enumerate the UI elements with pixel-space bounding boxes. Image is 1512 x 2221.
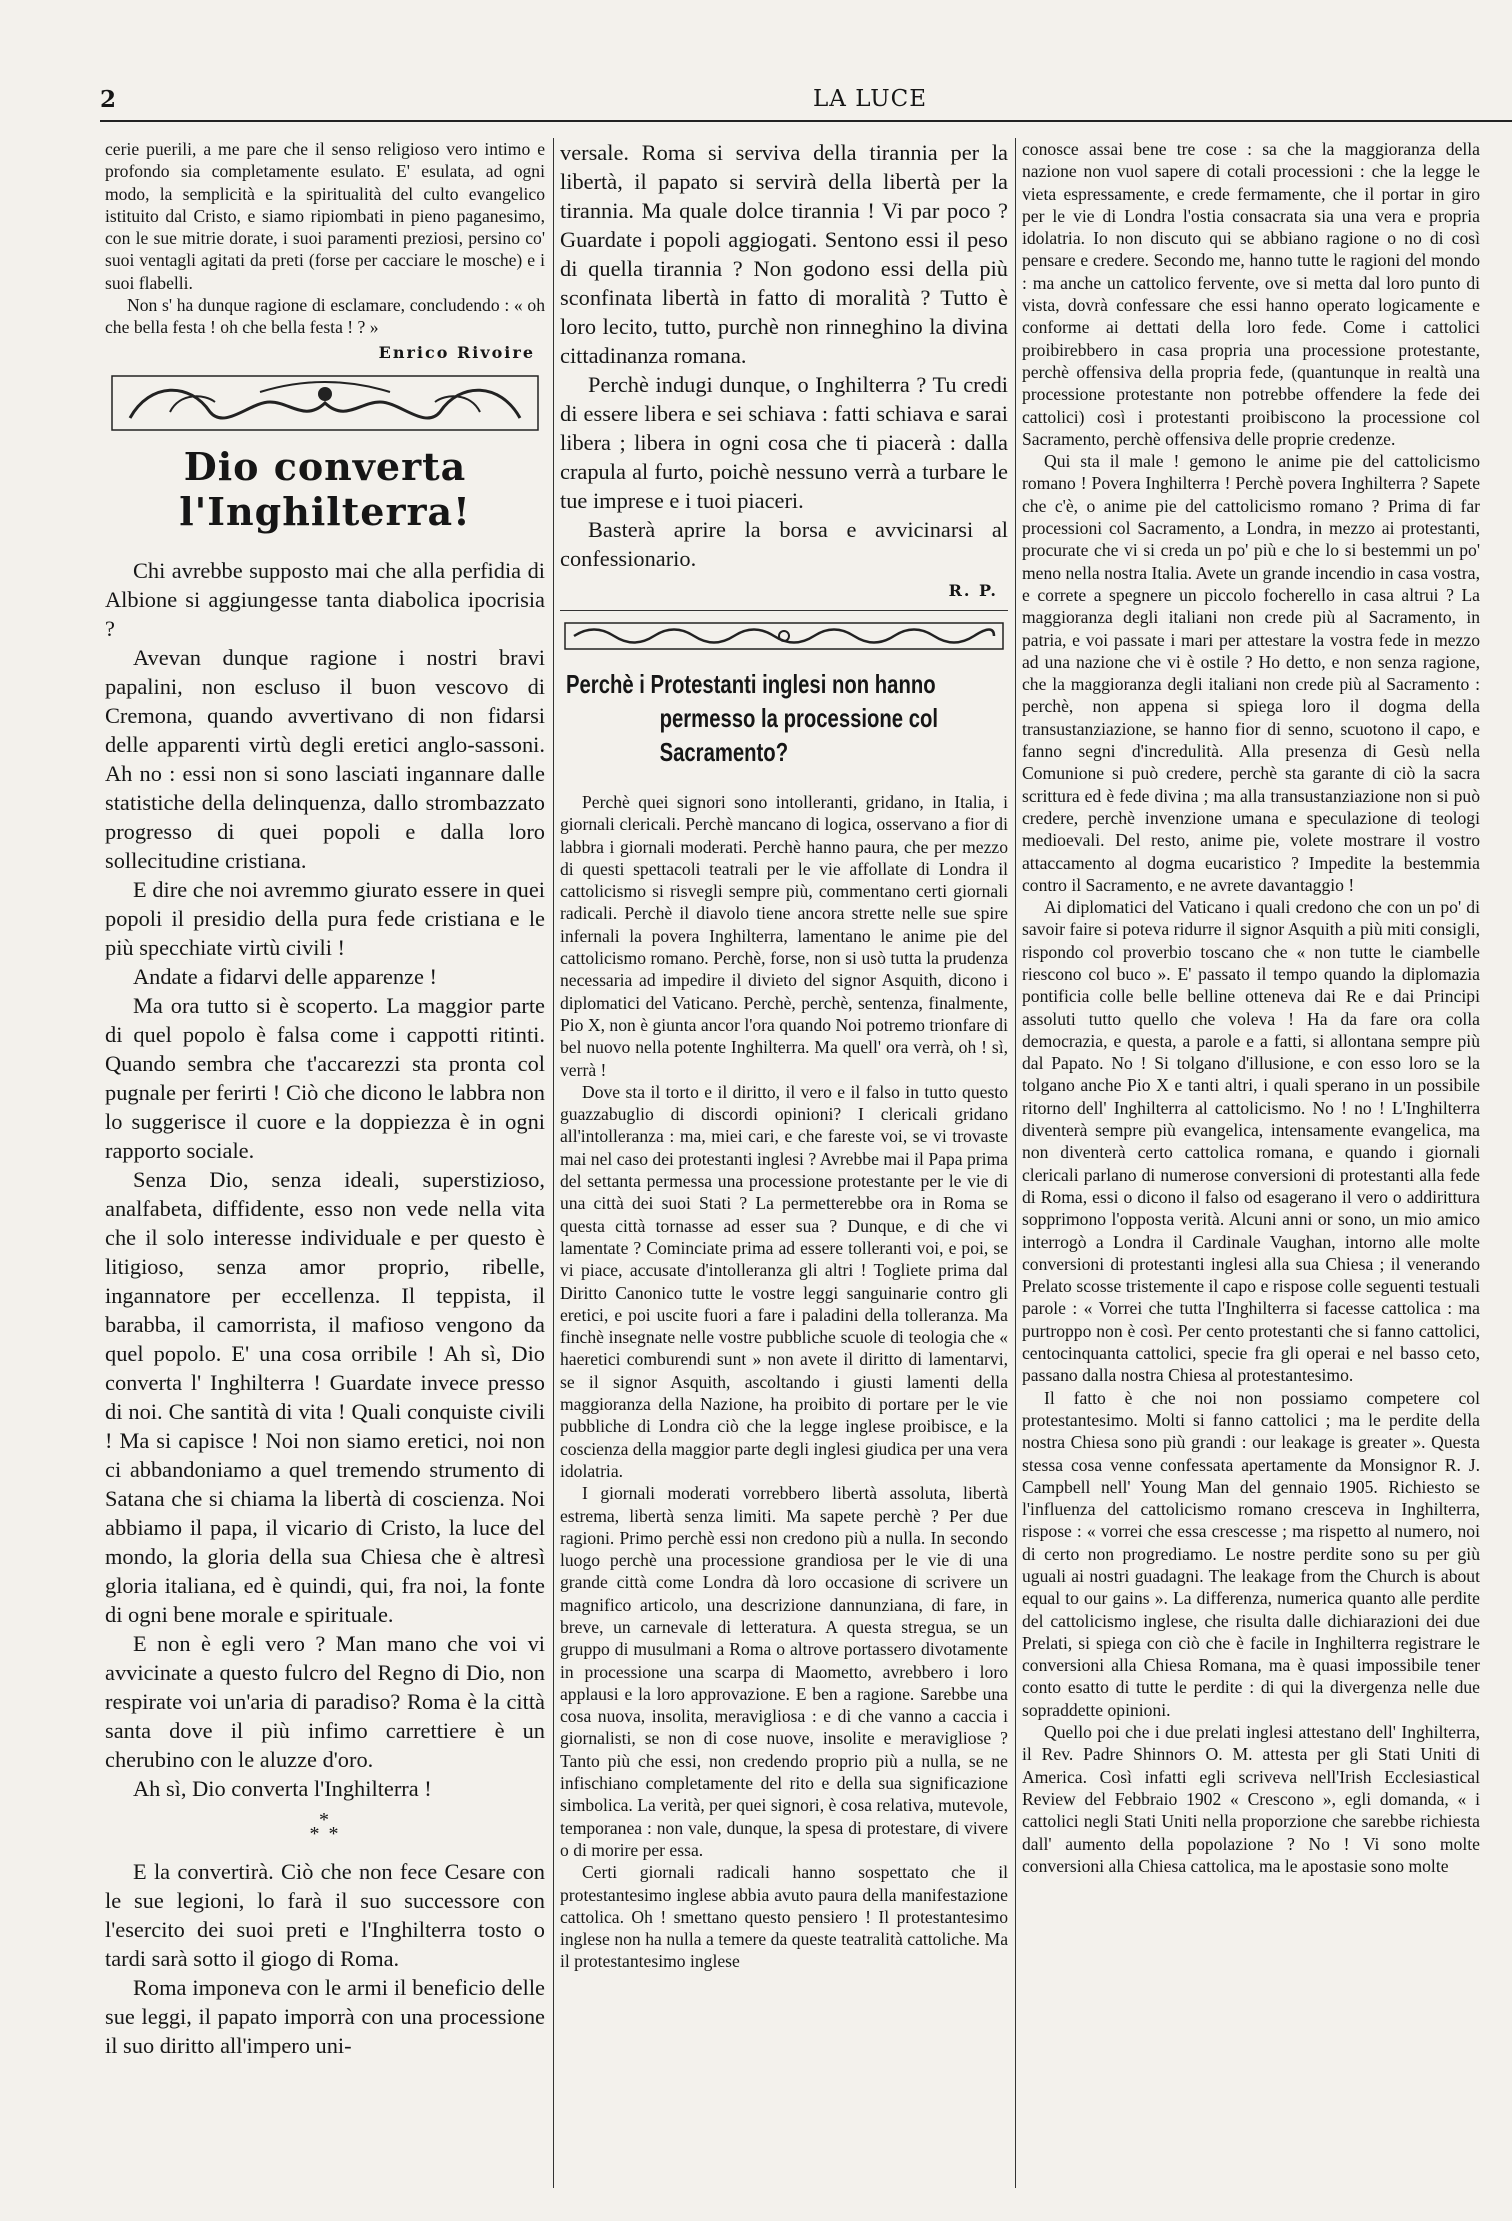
paragraph: E non è egli vero ? Man mano che voi vi avvicinate a questo fulcro del Regno di Dio, non respirate voi un'aria di paradiso? Roma è la città santa dove il più infimo carrettiere è un cherubino con le aluzze d'oro. [105,1630,545,1772]
paragraph: conosce assai bene tre cose : sa che la maggioranza della nazione non vuol sapere di cotali processioni : che la legge le vieta espressamente, e crede fermamente, che il portar in giro per le vie di Londra l'ostia consacrata sia una vera e propria idolatria. Io non discuto qui se abbiano ragione o no di così pensare e credere. Secondo me, hanno tutte le ragioni del mondo : ma anche un cattolico fervente, ove si metta dal loro punto di vista, dovrà confessare che essi hanno operato logicamente e conforme ai dettati della loro fede. Come i cattolici proibirebbero in casa propria una processione protestante, perchè offensiva della propria fede, (quantunque in realtà una processione protestante non potrebbe offendere la fede dei cattolici) così i protestanti proibiscono la processione col Sacramento, perchè offensiva delle proprie credenze. [1022,139,1480,449]
article-body [560,791,1008,1973]
paragraph: Certi giornali radicali hanno sospettato che il protestantesimo inglese abbia avuto paura della manifestazione cattolica. Oh ! smettano questo pensiero ! Il protestantesimo inglese non ha nulla a temere da queste teatralità cattoliche. Ma il protestantesimo inglese [560,1862,1008,1972]
section-separator: * * * [309,1808,341,1845]
paragraph: Perchè indugi dunque, o Inghilterra ? Tu credi di essere libera e sei schiava : fatti schiava e sarai libera ; libera in ogni cosa che ti piacerà : dalla crapula al furto, poichè nessuno verrà a turbare le tue imprese e i tuoi piaceri. [560,372,1008,513]
paragraph: Roma imponeva con le armi il beneficio delle sue leggi, il papato imporrà con una processione il suo diritto all'impero uni- [105,1974,545,2058]
article-end-rivoire [105,138,545,362]
page-number: 2 [100,86,118,113]
paragraph: I giornali moderati vorrebbero libertà assoluta, libertà estrema, libertà senza limiti. Ma sapete perchè ? Per due ragioni. Primo perchè essi non credono più a nulla. In secondo luogo perchè una processione grandiosa per le vie di una grande città come Londra dà loro occasione di scrivere un magnifico articolo, una descrizione dannunziana, di fare, in breve, un carnevale di letteratura. A questa stregua, se un gruppo di musulmani a Roma o altrove portassero divotamente in processione una scarpa di Maometto, avrebbero i loro applausi e la loro approvazione. E ben a ragione. Sarebbe una cosa nuova, insolita, meravigliosa : e di che vanno a caccia i giornalisti, se non di cose nuove, insolite e meravigliose ? Tanto più che essi, non credendo proprio più a nulla, se ne infischiano completamente del rito e della sua significazione simbolica. La verità, per quei signori, è cosa relativa, mutevole, temporanea : non vale, dunque, la spesa di protestare, di vivere o di morire per essa. [560,1483,1008,1860]
paragraph: E dire che noi avremmo giurato essere in quei popoli il presidio della pura fede cristiana e le più specchiate virtù civili ! [105,876,545,960]
paragraph: Senza Dio, senza ideali, superstizioso, analfabeta, diffidente, esso non vede nella vita che il solo interesse individuale e per questo è litigioso, senza amor proprio, ribelle, ingannatore per eccellenza. Il teppista, il barabba, il camorrista, il mafioso vengono da quel popolo. E' una cosa orribile ! Ah sì, Dio converta l' Inghilterra ! Guardate invece presso di noi. Che santità di vita ! Quali conquiste civili ! Ma si capisce ! Noi non siamo eretici, noi non ci abbandoniamo a quel tremendo strumento di Satana che si chiama la libertà di coscienza. Noi abbiamo il papa, il vicario di Cristo, la luce del mondo, la gloria della sua Chiesa che è altresì gloria italiana, ed è quindi, qui, fra noi, la fonte di ogni bene morale e spirituale. [105,1166,545,1627]
paragraph: Ma ora tutto si è scoperto. La maggior parte di quel popolo è falsa come i cappotti ritinti. Quando sembra che t'accarezzi sta pronta col pugnale per ferirti ! Ciò che dicono le labbra non lo suggerisce il cuore e la doppiezza è in ogni rapporto sociale. [105,992,545,1163]
header-rule [100,120,1512,122]
ornament-icon [564,621,1004,651]
paragraph: Quello poi che i due prelati inglesi attestano dell' Inghilterra, il Rev. Padre Shinnors O. M. attesta per gli Stati Uniti di America. Così infatti egli scriveva nell'Irish Ecclesiastical Review del Febbraio 1902 « Crescono », egli domanda, « i cattolici negli Stati Uniti nella proporzione che sarebbe richiesta dall' aumento della popolazione ? No ! Vi sono molte conversioni alla Chiesa cattolica, ma le apostasie sono molte [1022,1722,1480,1876]
paragraph: cerie puerili, a me pare che il senso religioso vero intimo e profondo sia completamente esulato. E' esulata, ad ogni modo, la semplicità e la spiritualità del culto evangelico istituito dal Cristo, e siamo ripiombati in pieno paganesimo, con le sue mitrie dorate, i suoi paramenti preziosi, persino co' suoi ventagli agitati da preti (forse per cacciare le mosche) e i suoi flabelli. [105,139,545,293]
article-title [566,667,1003,769]
divider [560,610,1008,611]
newspaper-title: LA LUCE [813,86,927,112]
article-body [105,556,545,2060]
paragraph: Avevan dunque ragione i nostri bravi papalini, non escluso il buon vescovo di Cremona, quando avvertivano di non fidarsi delle apparenti virtù degli eretici anglo-sassoni. Ah no : essi non si sono lasciati ingannare dalle statistiche della delinquenza, dallo strombazzato progresso di quei popoli e dalla loro sollecitudine cristiana. [105,644,545,873]
paragraph: Andate a fidarvi delle apparenze ! [133,963,437,989]
paragraph: Ah sì, Dio converta l'Inghilterra ! [133,1775,432,1801]
paragraph: E la convertirà. Ciò che non fece Cesare con le sue legioni, lo farà il suo successore con l'esercito dei suoi preti e l'Inghilterra tosto o tardi sarà sotto il giogo di Roma. [105,1858,545,1971]
paragraph: Basterà aprire la borsa e avvicinarsi al confessionario. [560,517,1008,571]
article-title: Dio converta l'Inghilterra! [179,443,471,534]
column-2 [560,138,1008,2188]
paragraph: Dove sta il torto e il diritto, il vero e il falso in tutto questo guazzabuglio di discordi opinioni? I clericali gridano all'intolleranza : ma, miei cari, e che fareste voi, se vi trovaste mai nel caso dei protestanti inglesi ? Avrebbe mai il Papa prima del settanta permessa una processione protestante per le vie di una città dei suoi Stati ? La permetterebbe ora in Roma se questa città tornasse ad esser sua ? Dunque, e di che vi lamentate ? Cominciate prima ad essere tolleranti voi, e poi, se vi piace, accusate d'intolleranza gli altri ! Togliete prima dal Diritto Canonico tutte le vostre leggi sanguinarie contro gli eretici, e poi uscite fuori a fare i paladini della tolleranza. Ma finchè insegnate nelle vostre pubbliche scuole di teologia che « haeretici comburendi sunt » non avete il diritto di lamentarvi, se il signor Asquith, ascoltando i giusti lamenti della maggioranza della Nazione, ha proibito di portare per le vie pubbliche di Londra ciò che la legge inglese proibisce, e la coscienza della maggior parte degli inglesi giudica per una vera idolatria. [560,1081,1008,1481]
paragraph: Perchè quei signori sono intolleranti, gridano, in Italia, i giornali clericali. Perchè mancano di logica, osservano a fior di labbra i giornali moderati. Perchè hanno paura, che per mezzo di questi spettacoli teatrali per le vie affollate di Londra il cattolicismo si risvegli sempre più, commentano certi giornali radicali. Perchè il diavolo tiene ancora strette nelle sue spire infernali la povera Inghilterra, lamentano le anime pie del cattolicismo romano. Perchè, forse, non si usò tutta la prudenza necessaria ad impedire il divieto del signor Asquith, dicono i diplomatici del Vaticano. Perchè, perchè, sentenza, finalmente, Pio X, non è giunta ancor l'ora quando Noi potremo trionfare di bel nuovo nella potente Inghilterra. Ma quell' ora verrà, oh ! sì, verrà ! [560,792,1008,1080]
article-title-line-1: Perchè i Protestanti inglesi non hanno [566,669,936,699]
article-title-line-2: permesso la processione col Sacramento? [659,703,939,767]
signature: R. P. [948,581,998,600]
article-continuation [1022,138,1480,1877]
column-divider [553,138,554,2188]
paragraph: versale. Roma si serviva della tirannia per la libertà, il papato si servirà della libertà per la tirannia. Ma quale dolce tirannia ! Vi par poco ? Guardate i popoli aggiogati. Sentono essi il peso di quella tirannia ? Non godono essi della più sconfinata libertà in fatto di moralità ? Tutto è loro lecito, tutto, purchè non rinneghino la divina cittadinanza romana. [560,140,1008,368]
page-header [100,86,1512,116]
column-divider [1015,138,1016,2188]
paragraph: Il fatto è che noi non possiamo competere col protestantesimo. Molti si fanno cattolici ; ma le perdite della nostra Chiesa sono più grandi : our leakage is greater ». Questa stessa cosa venne confessata apertamente da Monsignor R. J. Campbell nell' Young Man del gennaio 1905. Richiesto se l'influenza del cattolicismo romano cresceva in Inghilterra, rispose : « vorrei che essa crescesse ; ma rispetto al numero, noi di certo non progrediamo. Le nostre perdite sono su per giù uguali ai nostri guadagni. The leakage from the Church is about equal to our gains ». La differenza, numerica quanto alle perdite del cattolicismo inglese, che risulta dalle dichiarazioni dei due Prelati, si spiega con ciò che è facile in Inghilterra registrare le conversioni alla Chiesa Romana, ma è quasi impossibile tener conto esatto di tutte le perdite : di qui la divergenza nelle due sopraddette opinioni. [1022,1387,1480,1720]
paragraph: Non s' ha dunque ragione di esclamare, concludendo : « oh che bella festa ! oh che bella festa ! ? » [105,295,545,338]
paragraph: Chi avrebbe supposto mai che alla perfidia di Albione si aggiungesse tanta diabolica ipocrisia ? [105,557,545,641]
signature: Enrico Rivoire [378,342,535,362]
article-continuation [560,138,1008,573]
column-3 [1022,138,1480,2188]
paragraph: Qui sta il male ! gemono le anime pie del cattolicismo romano ! Povera Inghilterra ! Perchè povera Inghilterra ? Sapete che c'è, o anime pie del cattolicismo romano ? Prima di far processioni col Sacramento, a Londra, in mezzo ai protestanti, procurate che vi si creda un po' più e che lo si bestemmi un po' meno nella nostra Italia. Avete un grande incendio in casa vostra, e correte a spegnere un piccolo focherello in casa altrui ? La maggioranza degli italiani non crede più al Sacramento, in patria, e voi passate i mari per attestare la vostra fede in mezzo ad una nazione che vi è ostile ? Ho detto, e non senza ragione, che la maggioranza degli italiani non crede più al Sacramento : perchè, non appena si spiega loro il dogma della transustanziazione, se hanno fior di senno, scuotono il capo, e fanno segni d'incredulità. Alla presenza di Gesù nella Comunione si può credere, perchè sta garante di ciò la sacra scrittura ed è fede divina ; ma alla transustanziazione non si può credere, perchè invenzione umana e speculazione di teologi medioevali. Del resto, anime pie, volete mostrare il vostro attaccamento al dogma eucaristico ? Impedite la bestemmia contro il Sacramento, e ne avrete davantaggio ! [1022,451,1480,895]
paragraph: Ai diplomatici del Vaticano i quali credono che con un po' di savoir faire si poteva ridurre il signor Asquith a più miti consigli, rispondo col proverbio toscano che « non tutte le ciambelle riescono col buco ». E' passato il tempo quando la diplomazia pontificia colle belle belline otteneva dai Re e dai Principi assoluti tutto quello che voleva ! Ha da fare ora colla democrazia, e questa, a parole e a fatti, si allontana sempre più dal Papato. No ! Si tolgano d'illusione, e con esso loro se la tolgano anche Pio X e tanti altri, i quali sperano in un possibile ritorno dell' Inghilterra al cattolicismo. No ! no ! L'Inghilterra diventerà sempre più evangelica, intensamente evangelica, ma non diventerà certo cattolica romana, e quando i giornali clericali parlano di numerose conversioni di protestanti alla fede di Roma, essi o dicono il falso od esagerano il vero o addirittura sopprimono l'opposta verità. Alcuni anni or sono, un mio amico interrogò a Londra il Cardinale Vaughan, intorno alle molte conversioni di protestanti inglesi alla sua Chiesa ; il venerando Prelato scosse tristemente il capo e rispose colle seguenti testuali parole : « Vorrei che tutta l'Inghilterra si facesse cattolica : ma purtroppo non è così. Per cento protestanti che si fanno cattolici, centocinquanta cattolici, specie fra gli operai e nel basso ceto, passano dalla nostra Chiesa al protestantesimo. [1022,897,1480,1386]
column-1 [105,138,545,2188]
ornament-icon [110,372,540,434]
